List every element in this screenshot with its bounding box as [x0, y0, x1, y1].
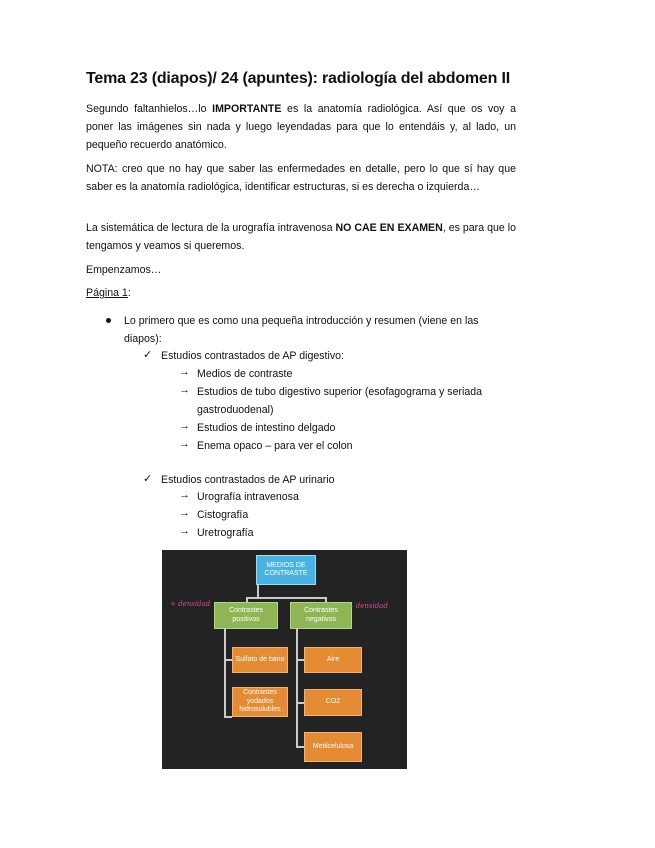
intro-emphasis: IMPORTANTE [212, 103, 282, 115]
barium-node: Sulfato de bario [232, 647, 288, 673]
sistematica-text-start: La sistemática de lectura de la urografía intravenosa [86, 222, 336, 234]
connector-line [296, 659, 304, 661]
connector-line [296, 702, 304, 704]
connector-line [296, 746, 304, 748]
list-item: Enema opaco – para ver el colon [197, 440, 353, 452]
empezamos-paragraph: Empenzamos… [86, 264, 162, 276]
connector-line [246, 597, 327, 599]
arrow-icon: → [179, 507, 190, 519]
arrow-icon: → [179, 489, 190, 501]
connector-line [224, 659, 232, 661]
root-node: MEDIOS DE CONTRASTE [256, 555, 316, 585]
arrow-icon: → [179, 438, 190, 450]
sistematica-text-end: , es para que lo tengamos y veamos si queremos. [86, 222, 517, 252]
connector-line [224, 629, 226, 717]
bullet-icon [106, 318, 111, 323]
list-item: Estudios de tubo digestivo superior (esofagograma y seriada [197, 386, 483, 398]
connector-line [224, 716, 232, 718]
annotation-more-density: + densidad [170, 600, 211, 608]
negative-contrast-node: Contrastes negativos [290, 602, 352, 629]
list-item-continuation: gastroduodenal) [197, 404, 274, 416]
digestivo-heading: Estudios contrastados de AP digestivo: [161, 350, 344, 362]
list-item: Uretrografía [197, 527, 254, 539]
list-item: Cistografía [197, 509, 249, 521]
air-node: Aire [304, 647, 362, 673]
intro-text-end: es la anatomía radiológica. Así que os voy a poner las imágenes sin nada y luego leyendadas para que lo entendáis y, al lado, un pequeño recuerdo anatómico. [86, 103, 516, 151]
list-item: Estudios de intestino delgado [197, 422, 336, 434]
bullet-line-1: Lo primero que es como una pequeña introducción y resumen (viene en las [124, 315, 479, 327]
arrow-icon: → [179, 525, 190, 537]
check-icon: ✓ [143, 349, 153, 361]
urinario-heading: Estudios contrastados de AP urinario [161, 474, 335, 486]
co2-node: CO2 [304, 689, 362, 716]
list-item: Medios de contraste [197, 368, 293, 380]
list-item: Urografía intravenosa [197, 491, 299, 503]
page-title: Tema 23 (diapos)/ 24 (apuntes): radiología del abdomen II [86, 70, 510, 87]
arrow-icon: → [179, 366, 190, 378]
sistematica-paragraph [86, 219, 516, 255]
positive-contrast-node: Contrastes positivos [214, 602, 278, 629]
sistematica-emphasis: NO CAE EN EXAMEN [335, 222, 443, 234]
check-icon: ✓ [143, 473, 153, 485]
nota-paragraph: NOTA: creo que no hay que saber las enfermedades en detalle, pero lo que sí hay que saber es la anatomía radiológica, identificar estructuras, si es derecha o izquierda… [86, 163, 516, 193]
arrow-icon: → [179, 384, 190, 396]
methylcellulose-node: Metilcelulosa [304, 732, 362, 762]
contrast-media-diagram [162, 550, 407, 769]
connector-line [296, 629, 298, 748]
annotation-less-density: – densidad [350, 602, 388, 610]
bullet-line-2: diapos): [124, 333, 162, 345]
page-section-label: Página 1: [86, 287, 131, 299]
page-section-link: Página 1 [86, 287, 128, 299]
intro-paragraph [86, 100, 516, 154]
iodinated-node: Contrastes yodados hidrosolubles [232, 687, 288, 717]
arrow-icon: → [179, 420, 190, 432]
intro-text-start: Segundo faltanhielos…lo [86, 103, 213, 115]
